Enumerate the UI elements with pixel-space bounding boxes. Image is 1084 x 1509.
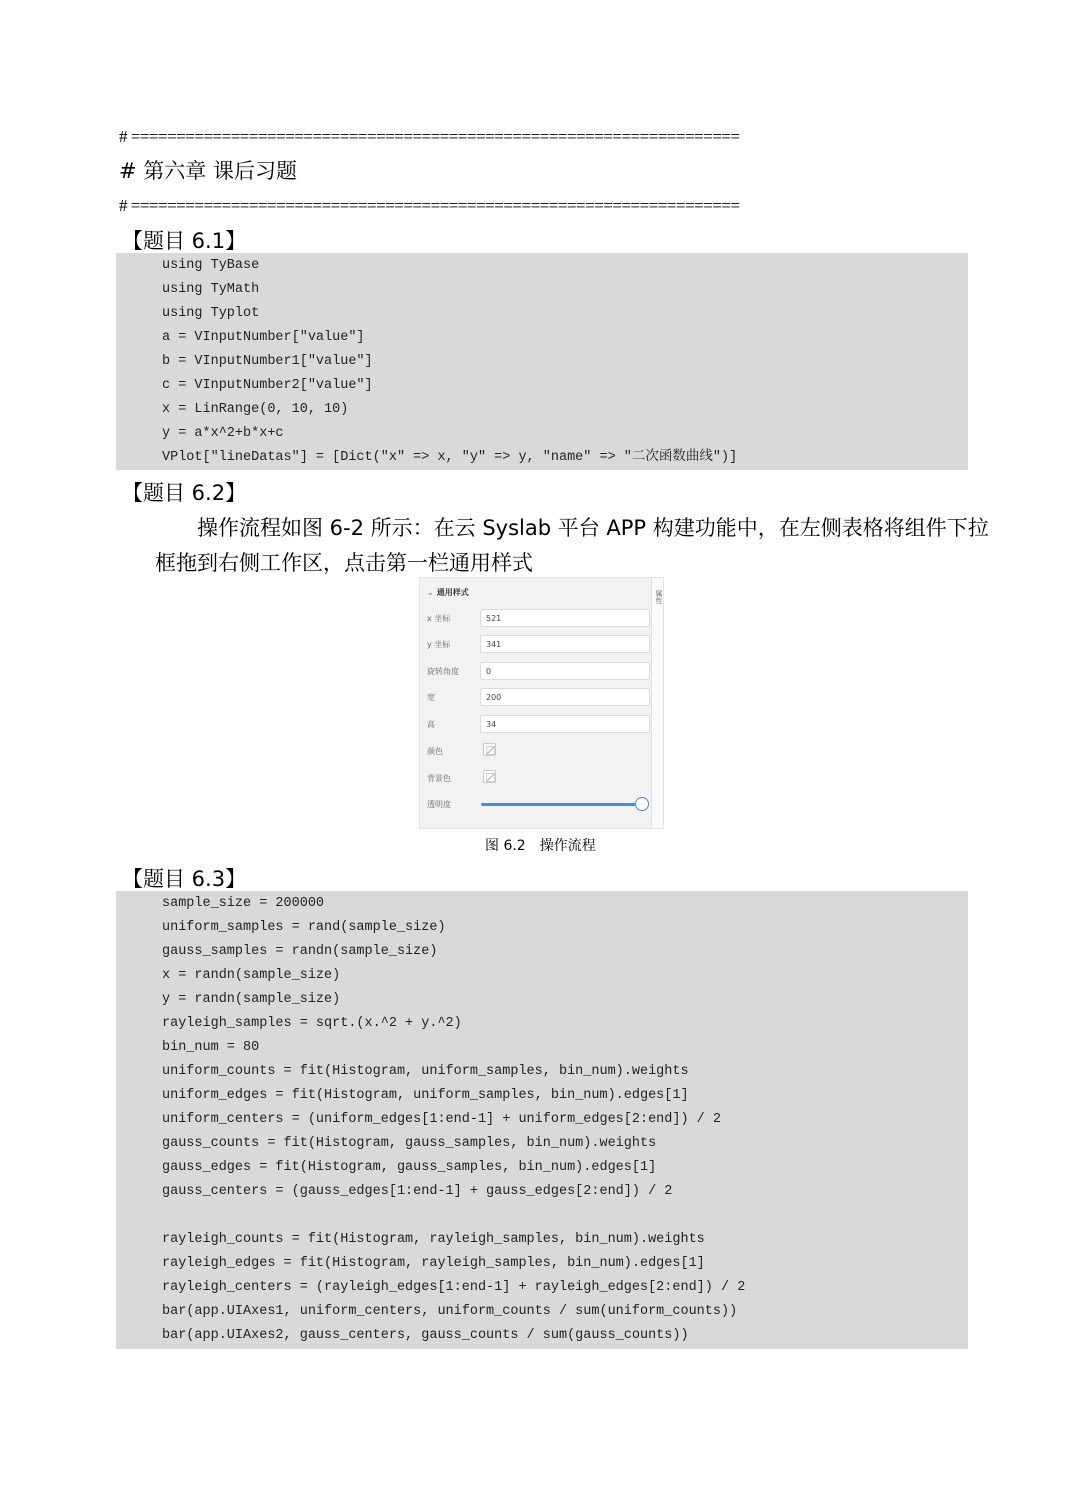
code-line: uniform_samples = rand(sample_size) xyxy=(162,920,446,935)
color-row xyxy=(427,742,647,762)
code-line: x = randn(sample_size) xyxy=(162,968,341,983)
rotation-label: 旋转角度 xyxy=(427,667,459,676)
code-line: b = VInputNumber1["value"] xyxy=(162,354,373,369)
code-line: using TyMath xyxy=(162,282,260,297)
code-line: using TyBase xyxy=(162,258,260,273)
code-block-6-3 xyxy=(116,891,968,1349)
figure-caption: 图 6.2 操作流程 xyxy=(485,838,596,854)
code-line: gauss_centers = (gauss_edges[1:end-1] + gauss_edges[2:end]) / 2 xyxy=(162,1184,673,1199)
color-label: 颜色 xyxy=(427,747,443,756)
code-line: bin_num = 80 xyxy=(162,1040,260,1055)
width-label: 宽 xyxy=(427,693,435,702)
properties-side-tab[interactable] xyxy=(651,578,663,828)
code-line: a = VInputNumber["value"] xyxy=(162,330,365,345)
general-style-section-title: 通用样式 xyxy=(436,588,469,597)
opacity-label: 透明度 xyxy=(427,800,451,809)
question-6-3-title: 【题目 6.3】 xyxy=(122,867,247,891)
code-line: rayleigh_edges = fit(Histogram, rayleigh_samples, bin_num).edges[1] xyxy=(162,1256,705,1271)
code-line: uniform_counts = fit(Histogram, uniform_samples, bin_num).weights xyxy=(162,1064,689,1079)
code-line: x = LinRange(0, 10, 10) xyxy=(162,402,349,417)
question-6-1-title: 【题目 6.1】 xyxy=(122,229,247,253)
properties-side-tab-label: 属性 xyxy=(655,590,663,604)
height-input[interactable]: 34 xyxy=(480,715,650,733)
opacity-slider-thumb[interactable] xyxy=(635,797,649,811)
code-line: rayleigh_centers = (rayleigh_edges[1:end-1] + rayleigh_edges[2:end]) / 2 xyxy=(162,1280,746,1295)
code-line: gauss_samples = randn(sample_size) xyxy=(162,944,438,959)
y-coordinate-row xyxy=(427,635,647,655)
code-line: y = randn(sample_size) xyxy=(162,992,341,1007)
code-line: uniform_edges = fit(Histogram, uniform_samples, bin_num).edges[1] xyxy=(162,1088,689,1103)
instruction-paragraph-line-2: 框拖到右侧工作区，点击第一栏通用样式 xyxy=(155,551,533,575)
code-line: VPlot["lineDatas"] = [Dict("x" => x, "y" => y, "name" => "二次函数曲线")] xyxy=(162,450,738,465)
general-style-section-header[interactable] xyxy=(427,587,469,598)
code-line: gauss_edges = fit(Histogram, gauss_samples, bin_num).edges[1] xyxy=(162,1160,657,1175)
separator-line-bottom: # =================================================================== xyxy=(119,196,740,215)
code-line: rayleigh_counts = fit(Histogram, rayleigh_samples, bin_num).weights xyxy=(162,1232,705,1247)
separator-line-top: # =================================================================== xyxy=(119,127,740,146)
code-line: gauss_counts = fit(Histogram, gauss_samples, bin_num).weights xyxy=(162,1136,657,1151)
style-properties-panel xyxy=(419,577,664,829)
width-row xyxy=(427,688,647,708)
width-input[interactable]: 200 xyxy=(480,688,650,706)
opacity-slider-track[interactable] xyxy=(481,803,641,806)
rotation-input[interactable]: 0 xyxy=(480,662,650,680)
code-line: y = a*x^2+b*x+c xyxy=(162,426,284,441)
code-line: c = VInputNumber2["value"] xyxy=(162,378,373,393)
instruction-paragraph-line-1: 操作流程如图 6-2 所示：在云 Syslab 平台 APP 构建功能中，在左侧表格将组件下拉 xyxy=(197,516,989,540)
y-coordinate-label: y 坐标 xyxy=(427,640,451,649)
background-color-picker-icon[interactable] xyxy=(483,770,496,783)
background-color-row xyxy=(427,769,647,789)
height-label: 高 xyxy=(427,720,435,729)
chevron-down-icon: ⌄ xyxy=(427,588,434,597)
code-line: bar(app.UIAxes2, gauss_centers, gauss_counts / sum(gauss_counts)) xyxy=(162,1328,689,1343)
question-6-2-title: 【题目 6.2】 xyxy=(122,481,247,505)
height-row xyxy=(427,715,647,735)
chapter-title: # 第六章 课后习题 xyxy=(119,159,297,183)
color-picker-icon[interactable] xyxy=(483,743,496,756)
x-coordinate-label: x 坐标 xyxy=(427,614,451,623)
code-line: rayleigh_samples = sqrt.(x.^2 + y.^2) xyxy=(162,1016,462,1031)
x-coordinate-input[interactable]: 521 xyxy=(480,609,650,627)
code-line: uniform_centers = (uniform_edges[1:end-1] + uniform_edges[2:end]) / 2 xyxy=(162,1112,721,1127)
code-line: bar(app.UIAxes1, uniform_centers, uniform_counts / sum(uniform_counts)) xyxy=(162,1304,738,1319)
code-block-6-1 xyxy=(116,253,968,470)
opacity-row xyxy=(427,795,647,815)
y-coordinate-input[interactable]: 341 xyxy=(480,635,650,653)
rotation-row xyxy=(427,662,647,682)
background-color-label: 背景色 xyxy=(427,774,451,783)
code-line: using Typlot xyxy=(162,306,260,321)
code-line: sample_size = 200000 xyxy=(162,896,325,911)
x-coordinate-row xyxy=(427,609,647,629)
